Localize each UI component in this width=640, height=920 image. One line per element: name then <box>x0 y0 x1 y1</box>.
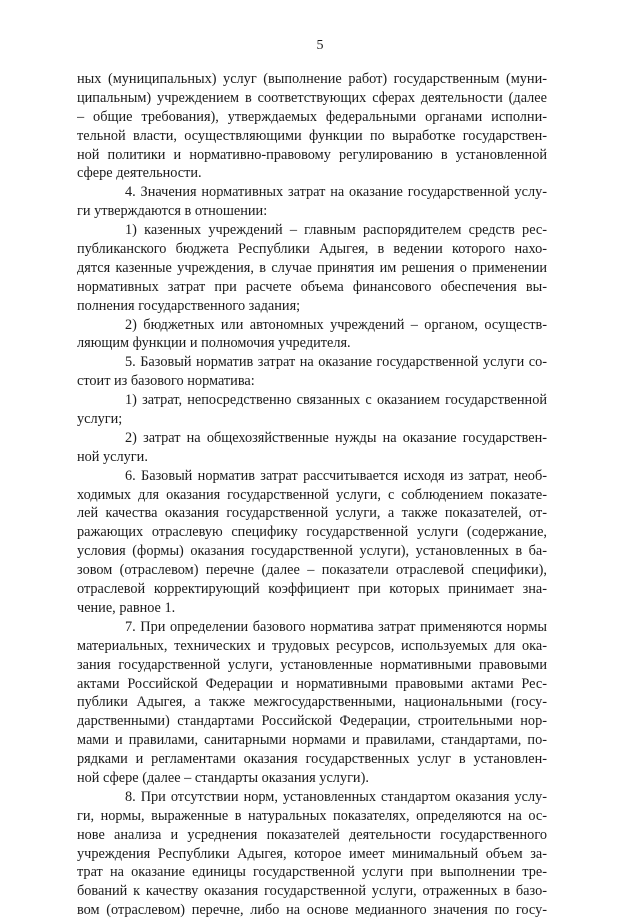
text-line: рядками и регламентами оказания государственных услуг в установлен- <box>77 751 547 768</box>
page-number: 5 <box>316 38 324 53</box>
text-line: ной сфере (далее – стандарты оказания услуги). <box>77 769 369 786</box>
text-line: полнения государственного задания; <box>77 297 301 314</box>
text-line: 5. Базовый норматив затрат на оказание государственной услуги со- <box>125 354 547 371</box>
text-line: актами Российской Федерации и нормативными правовыми актами Рес- <box>77 675 547 692</box>
text-line: сфере деятельности. <box>77 165 202 182</box>
text-line: отраслевой корректирующий коэффициент при которых принимает зна- <box>77 581 547 598</box>
text-line: нормативных затрат при расчете объема финансового обеспечения вы- <box>77 278 547 295</box>
text-line: ражающих отраслевую специфику государственной услуги (содержание, <box>77 524 547 541</box>
text-line: ципальным) учреждением в соответствующих сферах деятельности (далее <box>77 89 547 106</box>
text-line: ляющим функции и полномочия учредителя. <box>77 335 351 352</box>
text-line: дарственными) стандартами Российской Федерации, строительными нор- <box>77 713 547 730</box>
text-line: учреждения Республики Адыгея, которое имеет минимальный объем за- <box>77 845 547 862</box>
text-line: 2) затрат на общехозяйственные нужды на оказание государствен- <box>125 429 547 446</box>
text-line: мами и правилами, санитарными нормами и правилами, стандартами, по- <box>77 732 547 749</box>
document-body <box>77 70 547 920</box>
text-line: лей качества оказания государственной услуги, а также показателей, от- <box>77 505 547 522</box>
text-line: вом (отраслевом) перечне, либо на основе медианного значения по госу- <box>77 902 547 919</box>
text-line: стоит из базового норматива: <box>77 373 255 390</box>
text-line: тельной власти, осуществляющими функции по выработке государствен- <box>77 127 547 144</box>
text-line: 7. При определении базового норматива затрат применяются нормы <box>125 618 547 635</box>
text-line: публиканского бюджета Республики Адыгея, в ведении которого нахо- <box>77 241 547 258</box>
text-line: ги утверждаются в отношении: <box>77 203 268 220</box>
text-line: 6. Базовый норматив затрат рассчитывается исходя из затрат, необ- <box>125 467 547 484</box>
text-line: ходимых для оказания государственной услуги, с соблюдением показате- <box>77 486 547 503</box>
text-line: 8. При отсутствии норм, установленных стандартом оказания услу- <box>125 788 547 805</box>
text-line: 1) затрат, непосредственно связанных с оказанием государственной <box>125 392 547 409</box>
text-line: 2) бюджетных или автономных учреждений – органом, осуществ- <box>125 316 547 333</box>
text-line: зания государственной услуги, установленные нормативными правовыми <box>77 656 547 673</box>
text-line: 1) казенных учреждений – главным распорядителем средств рес- <box>125 222 547 239</box>
text-line: нове анализа и усреднения показателей деятельности государственного <box>77 826 547 843</box>
text-line: чение, равное 1. <box>77 599 176 616</box>
text-line: ных (муниципальных) услуг (выполнение работ) государственным (муни- <box>77 71 547 87</box>
text-line: ги, нормы, выраженные в натуральных показателях, определяются на ос- <box>77 807 547 824</box>
text-line: публики Адыгея, а также межгосударственными, национальными (госу- <box>77 694 547 711</box>
text-line: материальных, технических и трудовых ресурсов, используемых для ока- <box>77 637 547 654</box>
text-line: ной услуги. <box>77 448 148 465</box>
text-line: зовом (отраслевом) перечне (далее – показатели отраслевой специфики), <box>77 562 547 579</box>
text-line: ной политики и нормативно-правовому регулированию в установленной <box>77 146 547 163</box>
text-line: условия (формы) оказания государственной услуги), установленных в ба- <box>77 543 547 560</box>
text-line: услуги; <box>77 411 123 428</box>
text-line: трат на оказание единицы государственной услуги при выполнении тре- <box>77 864 547 881</box>
text-line: бований к качеству оказания государственной услуги, отраженных в базо- <box>77 883 547 900</box>
text-line: дятся казенные учреждения, в случае принятия им решения о применении <box>77 259 547 276</box>
text-line: – общие требования), утверждаемых федеральными органами исполни- <box>77 108 547 125</box>
text-line: 4. Значения нормативных затрат на оказание государственной услу- <box>125 184 547 201</box>
